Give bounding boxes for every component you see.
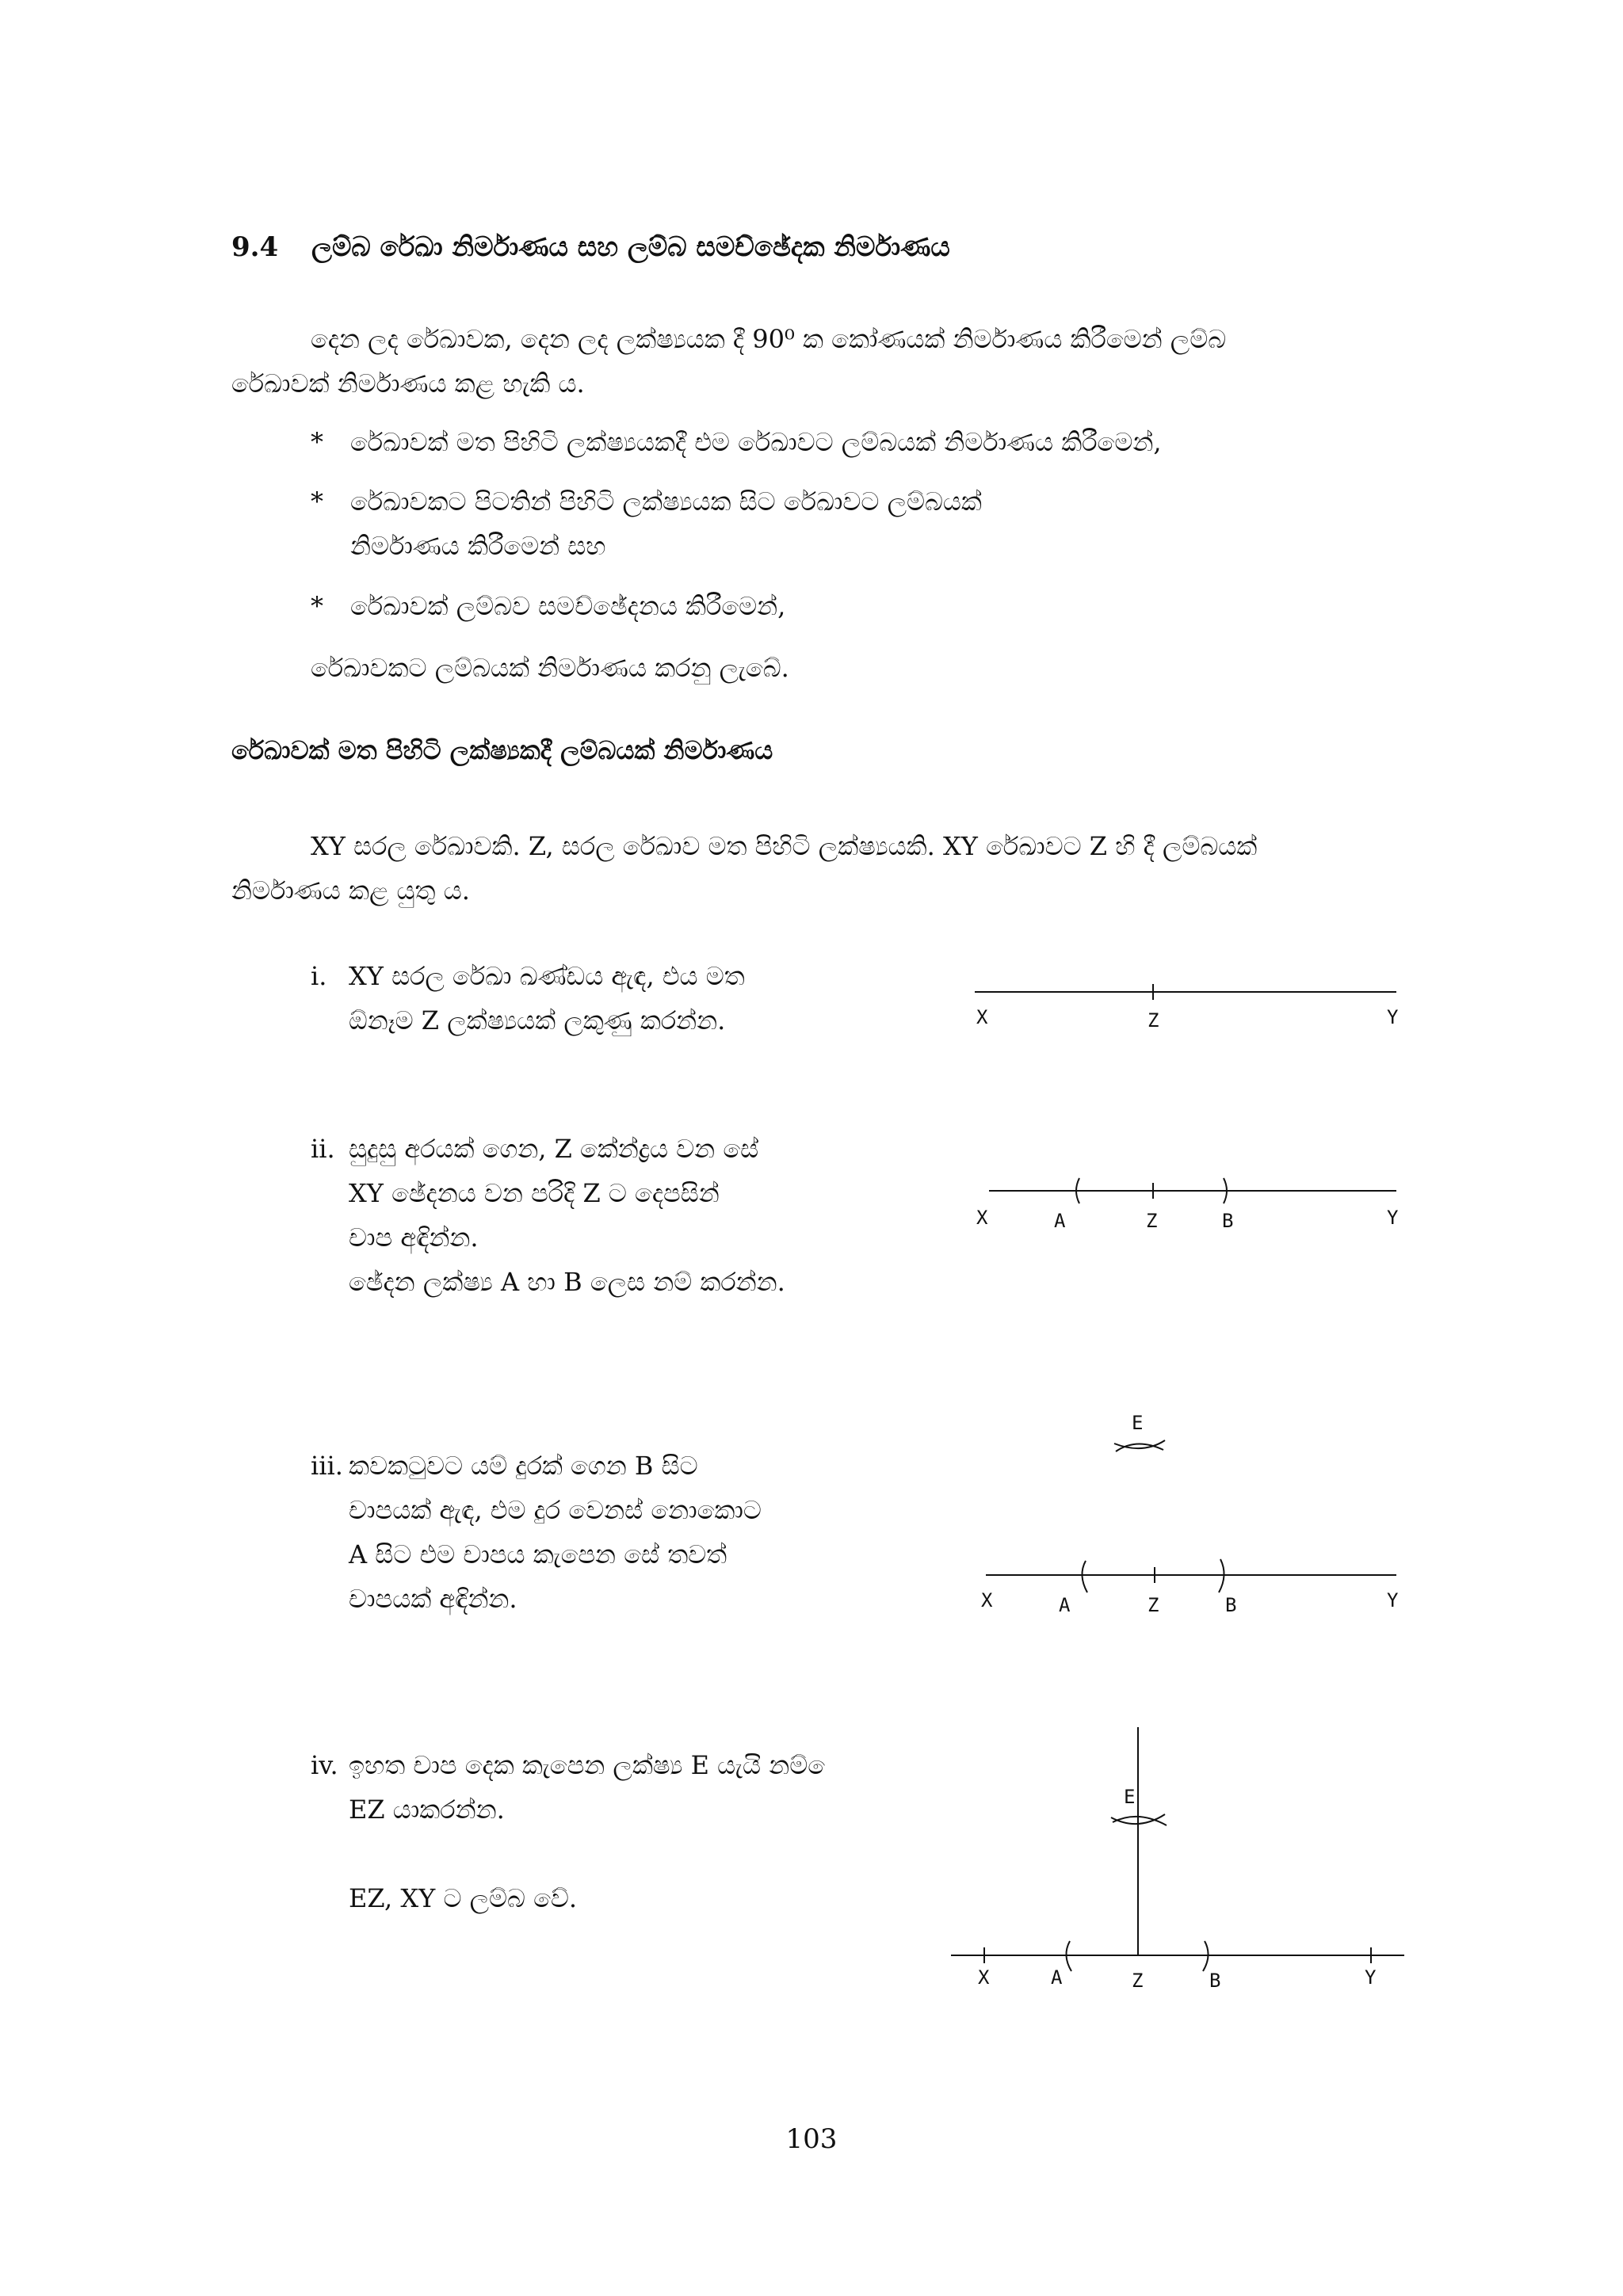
label-y: Y (1387, 1207, 1399, 1229)
bullet-text: නිර්මාණය කිරීමෙන් සහ (350, 531, 606, 561)
step-number: iv. (311, 1750, 338, 1780)
summary: රේඛාවකට ලම්බයක් නිර්මාණය කරනු ලැබේ. (311, 653, 789, 683)
step-line: සුදුසු අරයක් ගෙන, Z කේන්ද්‍රය වන සේ (349, 1134, 759, 1164)
label-a: A (1059, 1594, 1071, 1616)
label-z: Z (1148, 1594, 1159, 1616)
section-heading (231, 231, 950, 263)
label-z: Z (1132, 1970, 1144, 1992)
label-b: B (1225, 1594, 1237, 1616)
label-a: A (1051, 1966, 1063, 1989)
step-ii (311, 1127, 785, 1297)
bullet-mark: * (311, 427, 323, 457)
step-line: ඕනෑම Z ලක්ෂ්‍යයක් ලකුණු කරන්න. (349, 1005, 726, 1035)
step-line: චාපයක් අඳින්න. (349, 1584, 517, 1614)
step-iii (311, 1444, 762, 1614)
intro-line-2: රේඛාවක් නිර්මාණය කළ හැකි ය. (231, 368, 585, 399)
bullet-1 (311, 420, 1162, 464)
label-x: X (976, 1207, 988, 1229)
step-number: ii. (311, 1134, 335, 1164)
figure-step-iii (967, 1402, 1411, 1624)
step-line: චාප අඳින්න. (349, 1222, 479, 1253)
problem-line-1: XY සරල රේඛාවකි. Z, සරල රේඛාව මත පිහිටි ලක්ෂ්‍යයකි. XY රේඛාවට Z හි දී ලම්බයක් (311, 831, 1258, 861)
step-iv (311, 1743, 838, 1913)
step-line: XY සරල රේඛා ඛණ්ඩය ඇඳ, එය මත (349, 961, 745, 991)
label-y: Y (1387, 1589, 1399, 1611)
figure-step-i (967, 974, 1411, 1038)
label-x: X (981, 1589, 993, 1611)
step-line: A සිට එම චාපය කැපෙන සේ තවත් (349, 1539, 727, 1569)
label-b: B (1209, 1970, 1221, 1992)
step-line: කවකටුවට යම් දුරක් ගෙන B සිට (349, 1451, 698, 1481)
figure-step-ii (967, 1169, 1411, 1240)
page-number: 103 (785, 2123, 838, 2155)
label-z: Z (1146, 1210, 1158, 1232)
section-title: ලම්බ රේඛා නිර්මාණය සහ ලම්බ සමච්ඡේදක නිර්මාණය (311, 231, 950, 263)
bullet-3 (311, 584, 786, 628)
step-line: චාපයක් ඇඳ, එම දුර වෙනස් නොකොට (349, 1495, 762, 1525)
step-line: ඡේදන ලක්ෂ්‍ය A හා B ලෙස නම් කරන්න. (349, 1267, 785, 1297)
step-line: EZ, XY ට ලම්බ වේ. (349, 1883, 578, 1913)
label-e: E (1124, 1786, 1136, 1808)
bullet-mark: * (311, 486, 323, 517)
step-number: i. (311, 961, 327, 991)
step-line: ඉහත චාප දෙක කැපෙන ලක්ෂ්‍ය E යැයි නම් ෙ (349, 1750, 838, 1780)
section-number: 9.4 (231, 231, 279, 263)
intro-line-1: දෙන ලද රේඛාවක, දෙන ලද ලක්ෂ්‍යයක දී 90⁰ ක කෝණයක් නිර්මාණය කිරීමෙන් ලම්බ (311, 324, 1227, 354)
label-y: Y (1387, 1006, 1399, 1028)
step-i (311, 954, 745, 1035)
label-z: Z (1148, 1009, 1159, 1032)
label-y: Y (1365, 1966, 1377, 1989)
bullet-2 (311, 479, 982, 561)
label-a: A (1054, 1210, 1066, 1232)
bullet-text: රේඛාවක් ලම්බව සමච්ඡේදනය කිරීමෙන්, (350, 591, 786, 621)
label-x: X (978, 1966, 990, 1989)
figure-step-iv (943, 1727, 1419, 1997)
problem-line-2: නිර්මාණය කළ යුතු ය. (231, 875, 470, 906)
subheading: රේඛාවක් මත පිහිටි ලක්ෂ්‍යකදී ලම්බයක් නිර්මාණය (231, 735, 773, 765)
label-b: B (1222, 1210, 1234, 1232)
arc-a (1082, 1561, 1087, 1592)
step-line: EZ යාකරන්න. (349, 1794, 505, 1825)
bullet-mark: * (311, 591, 323, 621)
step-line: XY ඡේදනය වන පරිදි Z ට දෙපසින් (349, 1178, 720, 1208)
label-x: X (976, 1006, 988, 1028)
step-number: iii. (311, 1451, 343, 1481)
label-e: E (1132, 1412, 1144, 1434)
bullet-text: රේඛාවක් මත පිහිටි ලක්ෂ්‍යයකදී එම රේඛාවට ලම්බයක් නිර්මාණය කිරීමෙන්, (350, 427, 1162, 457)
bullet-text: රේඛාවකට පිටතින් පිහිටි ලක්ෂ්‍යයක සිට රේඛාවට ලම්බයක් (350, 486, 982, 517)
